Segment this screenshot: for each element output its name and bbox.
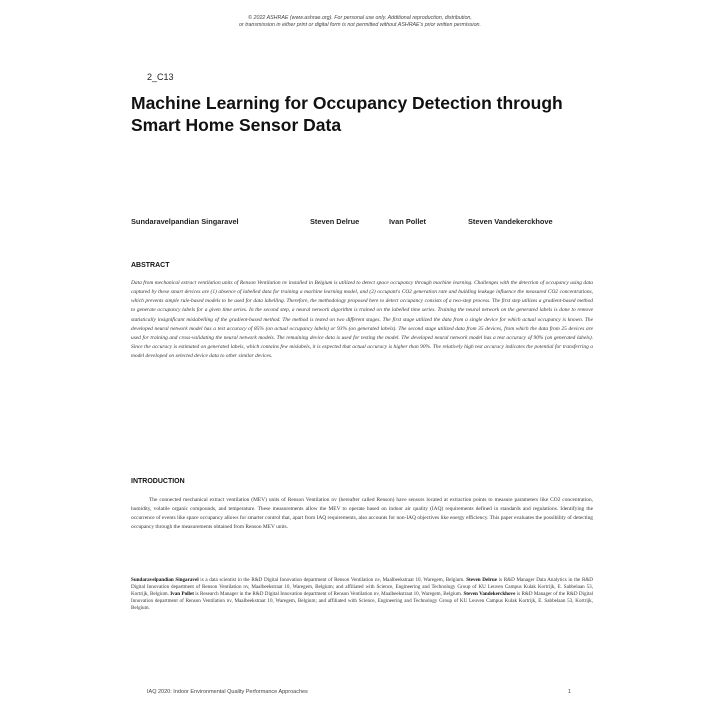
abstract-text: Data from mechanical extract ventilation units of Renson Ventilation nv installed in Belgium is utilized to detect space occupancy through machine learning. Challenges with the detection of occupancy using data captured by these smart devices are (1) absence of labelled data for training a machine learning model, and (2) occupant's CO2 generation rate and building leakage influence the measured CO2 concentrations, which prevents simple rule-based models to be used for data labelling. Therefore, the methodology proposed here to detect occupancy consists of a two-step process. The first step utilizes a gradient-based method to generate occupancy labels for a given time series. In the second step, a neural network algorithm is trained on the labelled time series. Training the neural network on the generated labels is done to remove statistically insignificant mislabelling of the gradient-based method. The method is tested on two different stages. The first stage utilized the data from a single device for which actual occupancy is known. The developed neural network model has a test accuracy of 85% (on actual occupancy labels) or 93% (on generated labels). The second stage utilized data from 35 devices, from which the data from 25 devices are used for training and cross-validating the neural network models. The remaining device data is used for testing the model. The developed neural network model has a test accuracy of 90% (on generated labels). Since the accuracy is estimated on generated labels, which contains few mislabels, it is expected that actual accuracy is higher than 90%. The relatively high test accuracy indicates the potential for transferring a model developed on selected device data to other similar devices. [131,280,593,360]
bio-author-name: Steven Vandekerckhove [463,591,516,598]
author-name: Steven Delrue [310,217,360,226]
page-number: 1 [568,689,572,695]
copyright-line-1: © 2022 ASHRAE (www.ashrae.org). For personal use only. Additional reproduction, distribution, [248,15,472,21]
bio-text: is R&D Manager Data Analytics in the R&D Digital Innovation department of Renson Ventilation nv, Maalbeekstraat 10, Waregem, Belgium; and affiliated with Science, Engineering and Technology Group of KU Leuven Campus Kulak Kortrijk, E. Sabbelaan 53, Kortrijk, Belgium. [131,577,593,598]
bio-text: is Research Manager in the R&D Digital Innovation department of Renson Ventilation nv, Maalbeekstraat 10, Waregem, Belgium. [193,591,464,598]
footer-conference: IAQ 2020: Indoor Environmental Quality Performance Approaches [147,689,308,695]
author-list [131,217,601,229]
bio-author-name: Steven Delrue [466,577,498,583]
introduction-text: The connected mechanical extract ventilation (MEV) units of Renson Ventilation nv (hereafter called Renson) have sensors located at extraction points to measure parameters like CO2 concentration, humidity, volatile organic compounds, and temperature. These measurements allow the MEV to operate based on indoor air quality (IAQ) requirements defined in standards and regulations. Identifying the occurrence of events like space occupancy allows for smarter control that, apart from IAQ requirements, also accounts for non-IAQ objectives like energy efficiency. This paper evaluates the possibility of detecting occupancy through the measurements obtained from Renson MEV units. [131,497,593,531]
author-name: Sundaravelpandian Singaravel [131,217,239,226]
bio-text: is a data scientist in the R&D Digital Innovation department of Renson Ventilation nv, Maalbeekstraat 10, Waregem, Belgium. [198,577,467,583]
author-bios [131,577,593,612]
paper-code: 2_C13 [147,72,174,82]
bio-author-name: Sundaravelpandian Singaravel [131,577,199,583]
author-name: Ivan Pollet [389,217,426,226]
bio-author-name: Ivan Pollet [170,591,194,598]
paper-title: Machine Learning for Occupancy Detection through Smart Home Sensor Data [131,93,563,135]
copyright-line-2: or transmission in either print or digital form is not permitted without ASHRAE's prior written permission. [239,22,481,28]
bio-text: is R&D Manager of the R&D Digital Innovation department of Renson Ventilation nv, Maalbeekstraat 10, Waregem, Belgium; and affiliated with Science, Engineering and Technology Group of KU Leuven Campus Kulak Kortrijk, E. Sabbelaan 53, Kortrijk, Belgium. [131,591,593,612]
introduction-heading: INTRODUCTION [131,478,185,485]
copyright-notice [120,15,600,29]
abstract-heading: ABSTRACT [131,262,170,269]
author-name: Steven Vandekerckhove [468,217,553,226]
